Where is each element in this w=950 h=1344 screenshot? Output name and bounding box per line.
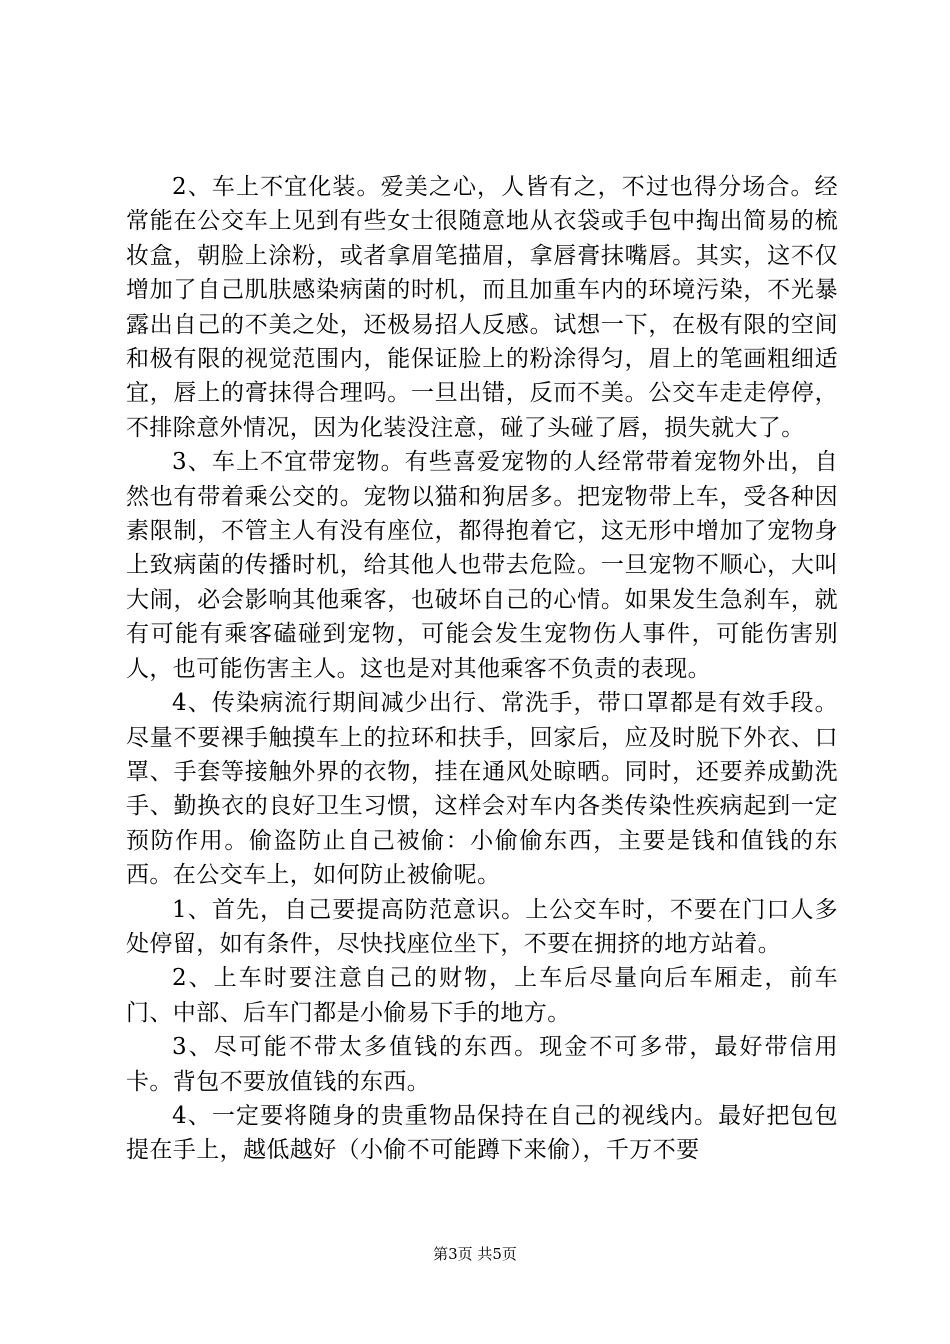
paragraph-watch-belongings: 2、上车时要注意自己的财物，上车后尽量向后车厢走，前车门、中部、后车门都是小偷易下手的地方。	[126, 965, 838, 1026]
paragraph-no-makeup: 2、车上不宜化装。爱美之心，人皆有之，不过也得分场合。经常能在公交车上见到有些女士很随意地从衣袋或手包中掏出简易的梳妆盒，朝脸上涂粉，或者拿眉笔描眉，拿唇膏抹嘴唇。其实，这不仅增加了自己肌肤感染病菌的时机，而且加重车内的环境污染，不光暴露出自己的不美之处，还极易招人反感。试想一下，在极有限的空间和极有限的视觉范围内，能保证脸上的粉涂得匀，眉上的笔画粗细适宜，唇上的膏抹得合理吗。一旦出错，反而不美。公交车走走停停，不排除意外情况，因为化装没注意，碰了头碰了唇，损失就大了。	[126, 174, 838, 441]
page-number-footer: 第3页 共5页	[433, 1245, 517, 1263]
paragraph-epidemic-precautions: 4、传染病流行期间减少出行、常洗手，带口罩都是有效手段。尽量不要裸手触摸车上的拉环和扶手，回家后，应及时脱下外衣、口罩、手套等接触外界的衣物，挂在通风处晾晒。同时，还要养成勤洗手、勤换衣的良好卫生习惯，这样会对车内各类传染性疾病起到一定预防作用。偷盗防止自己被偷：小偷偷东西，主要是钱和值钱的东西。在公交车上，如何防止被偷呢。	[126, 690, 838, 889]
paragraph-keep-in-sight: 4、一定要将随身的贵重物品保持在自己的视线内。最好把包包提在手上，越低越好（小偷不可能蹲下来偷），千万不要	[126, 1102, 838, 1164]
body-text	[126, 170, 838, 1168]
paragraph-no-pets: 3、车上不宜带宠物。有些喜爱宠物的人经常带着宠物外出，自然也有带着乘公交的。宠物以猫和狗居多。把宠物带上车，受各种因素限制，不管主人有没有座位，都得抱着它，这无形中增加了宠物身上致病菌的传播时机，给其他人也带去危险。一旦宠物不顺心，大叫大闹，必会影响其他乘客，也破坏自己的心情。如果发生急刹车，就有可能有乘客磕碰到宠物，可能会发生宠物伤人事件，可能伤害别人，也可能伤害主人。这也是对其他乘客不负责的表现。	[126, 449, 838, 682]
paragraph-anti-theft-awareness: 1、首先，自己要提高防范意识。上公交车时，不要在门口人多处停留，如有条件，尽快找座位坐下，不要在拥挤的地方站着。	[126, 896, 838, 957]
paragraph-carry-less-valuables: 3、尽可能不带太多值钱的东西。现金不可多带，最好带信用卡。背包不要放值钱的东西。	[126, 1034, 838, 1095]
